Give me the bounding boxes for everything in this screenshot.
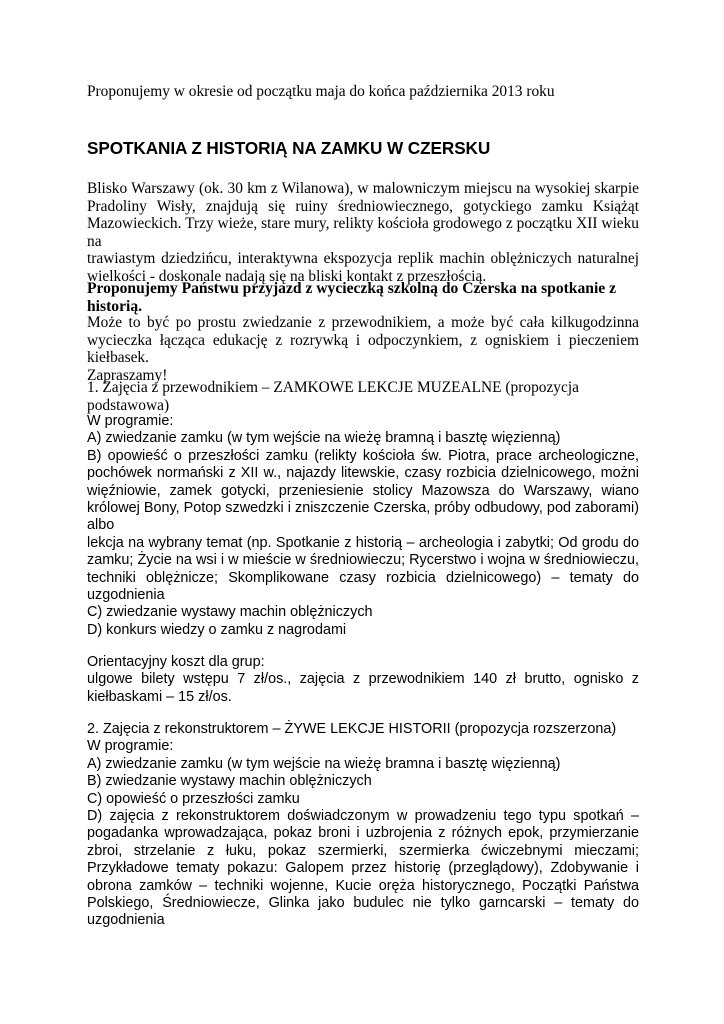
- program-item-b-line: B) opowieść o przeszłości zamku (relikty kościoła św. Piotra, prace archeologiczne,: [87, 447, 639, 464]
- second-paragraph: [87, 314, 639, 384]
- program-item-b-line: więźniowie, zamek gotycki, przeniesienie stolicy Mazowsza do Warszawy, wiano: [87, 482, 639, 499]
- paragraph-line: Może to być po prostu zwiedzanie z przewodnikiem, a może być cała kilkugodzinna: [87, 314, 639, 331]
- cost-section: [87, 654, 639, 706]
- program-item-c: C) opowieść o przeszłości zamku: [87, 790, 300, 807]
- lesson-line: uzgodnienia: [87, 587, 165, 604]
- bold-invitation: Proponujemy Państwu przyjazd z wycieczką szkolną do Czerska na spotkanie z historią.: [87, 280, 617, 315]
- program-item-d-line: obrona zamków – techniki wojenne, Kucie oręża historycznego, Początki Państwa: [87, 877, 639, 894]
- section1-program: [87, 413, 639, 639]
- intro-paragraph: [87, 180, 639, 286]
- cost-line: kiełbaskami – 15 zł/os.: [87, 688, 232, 705]
- program-item-d-line: D) zajęcia z rekonstruktorem doświadczonym w prowadzeniu tego typu spotkań –: [87, 808, 639, 825]
- program-item-d: D) konkurs wiedzy o zamku z nagrodami: [87, 621, 347, 638]
- cost-label: Orientacyjny koszt dla grup:: [87, 654, 265, 670]
- lesson-line: zamku; Życie na wsi i w mieście w średniowieczu; Rycerstwo i wojna w średniowieczu,: [87, 552, 639, 569]
- program-item-b: B) zwiedzanie wystawy machin oblężniczych: [87, 773, 372, 790]
- page-title: SPOTKANIA Z HISTORIĄ NA ZAMKU W CZERSKU: [87, 138, 491, 158]
- section2: [87, 721, 639, 930]
- intro-line: Proponujemy w okresie od początku maja do końca października 2013 roku: [87, 83, 555, 100]
- cost-line: ulgowe bilety wstępu 7 zł/os., zajęcia z przewodnikiem 140 zł brutto, ognisko z: [87, 671, 639, 688]
- program-item-a: A) zwiedzanie zamku (w tym wejście na wieżę bramna i basztę więzienną): [87, 755, 561, 772]
- program-item-b-line: pochówek normański z XII w., najazdy litewskie, czasy rozbicia dzielnicowego, możni: [87, 465, 639, 482]
- program-item-d-line: zbroi, strzelanie z łuku, pokaz szermierki, szermierka ćwiczebnymi mieczami;: [87, 842, 639, 859]
- paragraph-line: Mazowieckich. Trzy wieże, stare mury, relikty kościoła grodowego z początku XII wieku na: [87, 215, 639, 250]
- paragraph-line: Blisko Warszawy (ok. 30 km z Wilanowa), w malowniczym miejscu na wysokiej skarpie: [87, 180, 639, 197]
- program-item-d-line: Przykładowe tematy pokazu: Galopem przez historię (przeglądowy), Zdobywanie i: [87, 860, 639, 877]
- program-item-b-line: królowej Bony, Potop szwedzki i zniszczenie Czerska, próby odbudowy, pod zaborami): [87, 500, 639, 517]
- lesson-line: techniki oblężnicze; Skomplikowane czasy rozbicia dzielnicowego) – tematy do: [87, 569, 639, 586]
- program-item-c: C) zwiedzanie wystawy machin oblężniczych: [87, 604, 373, 621]
- program-label: W programie:: [87, 738, 174, 755]
- paragraph-line: Zapraszamy!: [87, 366, 168, 384]
- lesson-line: lekcja na wybrany temat (np. Spotkanie z historią – archeologia i zabytki; Od grodu do: [87, 534, 639, 551]
- section2-heading: 2. Zajęcia z rekonstruktorem – ŻYWE LEKCJE HISTORII (propozycja rozszerzona): [87, 721, 617, 737]
- paragraph-line: trawiastym dziedzińcu, interaktywna ekspozycja replik machin oblężniczych naturalnej: [87, 250, 639, 268]
- program-label: W programie:: [87, 413, 174, 429]
- paragraph-line: Pradoliny Wisły, znajdują się ruiny średniowiecznego, gotyckiego zamku Książąt: [87, 197, 639, 215]
- paragraph-line: wycieczka łącząca edukację z rozrywką i odpoczynkiem, z ogniskiem i pieczeniem kiełbasek.: [87, 331, 639, 367]
- program-item-d-line: pogadanka wprowadzająca, pokaz broni i uzbrojenia z różnych epok, przymierzanie: [87, 825, 639, 842]
- section1-heading: 1. Zajęcia z przewodnikiem – ZAMKOWE LEKCJE MUZEALNE (propozycja podstawowa): [87, 379, 579, 414]
- paragraph-line: wielkości - doskonale nadają się na bliski kontakt z przeszłością.: [87, 267, 487, 285]
- program-item-d-line: Polskiego, Średniowiecze, Glinka jako budulec nie tylko garncarski – tematy do: [87, 895, 639, 912]
- albo-word: albo: [87, 517, 115, 534]
- program-item-d-line: uzgodnienia: [87, 912, 165, 929]
- program-item-a: A) zwiedzanie zamku (w tym wejście na wieżę bramną i basztę więzienną): [87, 430, 561, 447]
